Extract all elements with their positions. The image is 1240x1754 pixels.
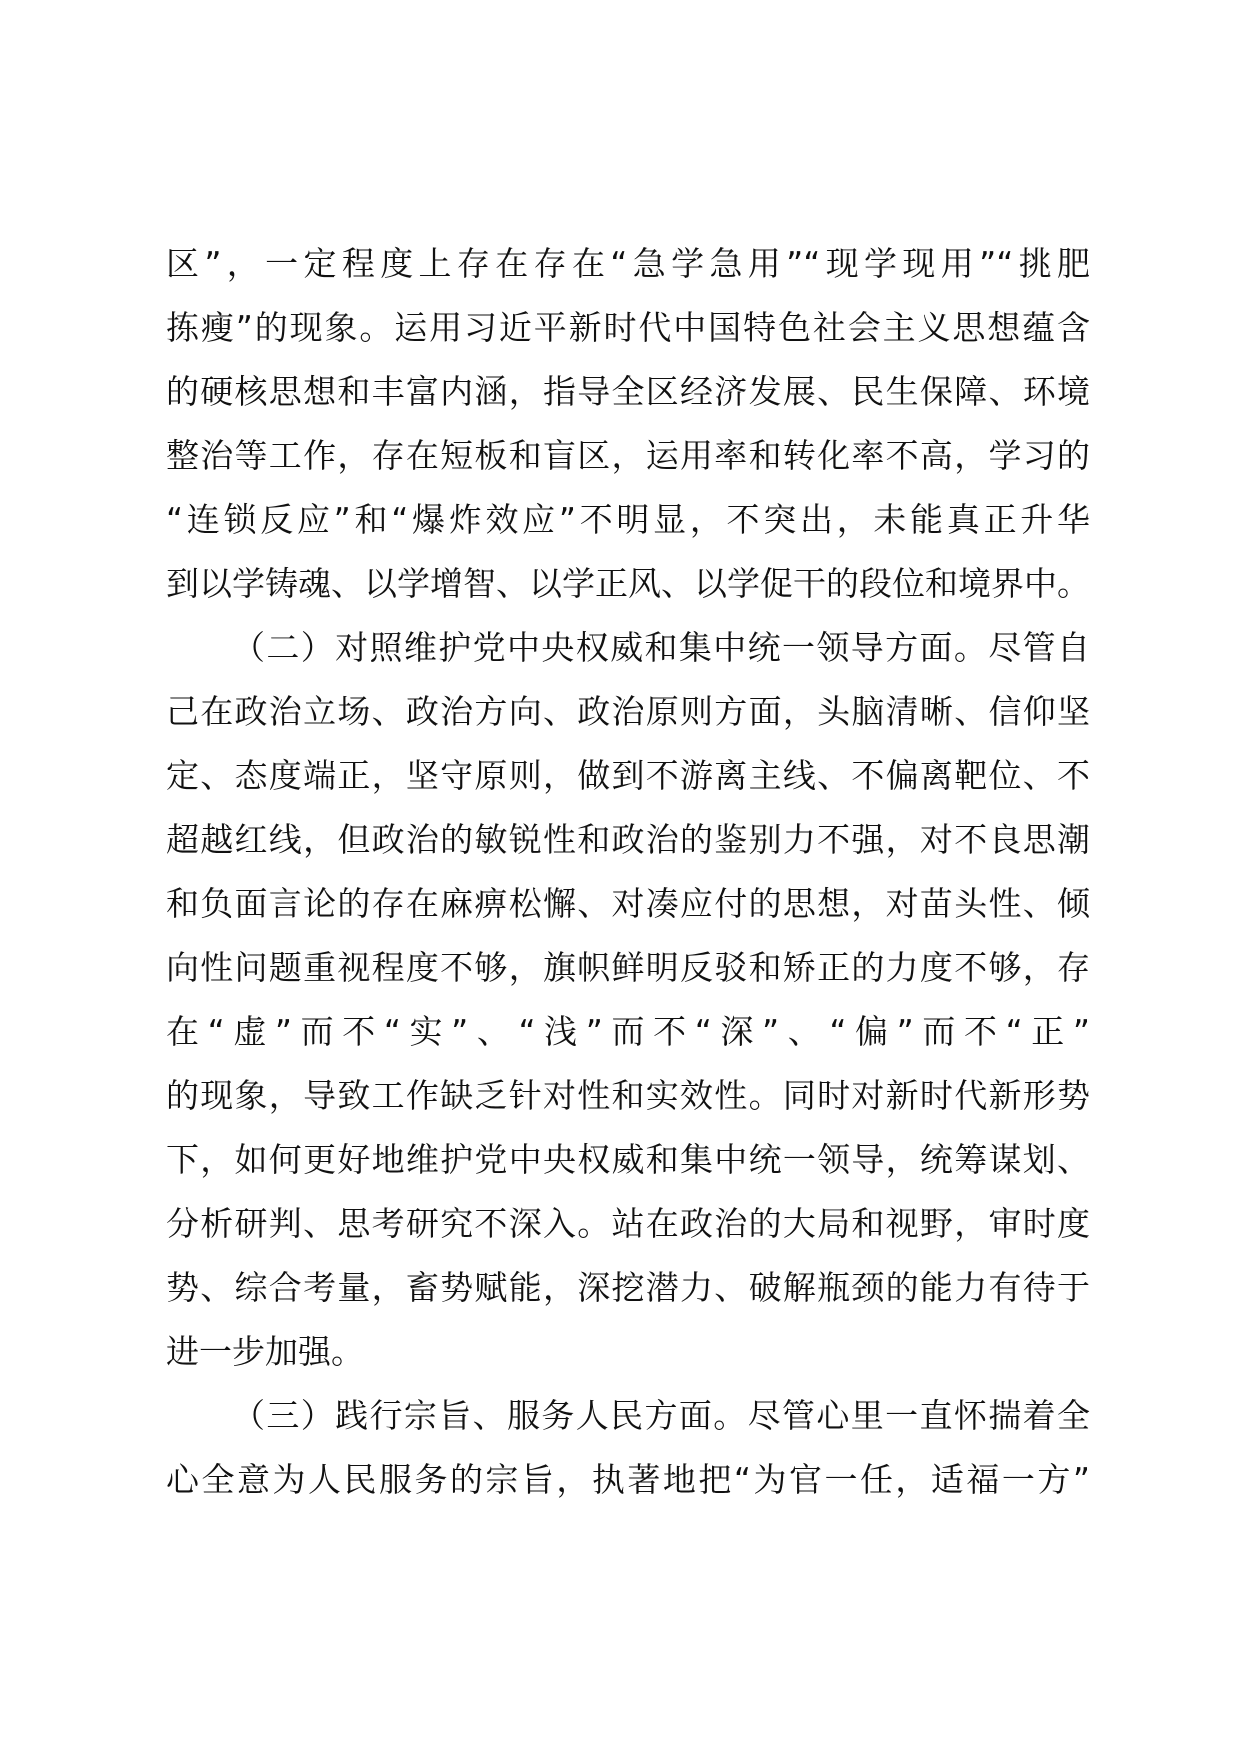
text-line: 心全意为人民服务的宗旨，执著地把“为官一任，适福一方” [166,1460,1090,1499]
text-line: （三）践行宗旨、服务人民方面。尽管心里一直怀揣着全 [232,1396,1090,1435]
document-page [166,232,1090,1512]
text-line: 在“虚”而不“实”、“浅”而不“深”、“偏”而不“正” [166,1012,1090,1051]
text-line: 定、态度端正，坚守原则，做到不游离主线、不偏离靶位、不 [166,756,1090,795]
text-line: 分析研判、思考研究不深入。站在政治的大局和视野，审时度 [166,1204,1090,1243]
text-line: 势、综合考量，畜势赋能，深挖潜力、破解瓶颈的能力有待于 [166,1268,1090,1307]
text-line: 下，如何更好地维护党中央权威和集中统一领导，统筹谋划、 [166,1140,1090,1179]
text-line: 的硬核思想和丰富内涵，指导全区经济发展、民生保障、环境 [166,372,1090,411]
text-line: 向性问题重视程度不够，旗帜鲜明反驳和矫正的力度不够，存 [166,948,1090,987]
text-line: 超越红线，但政治的敏锐性和政治的鉴别力不强，对不良思潮 [166,820,1090,859]
text-line: 进一步加强。 [166,1332,364,1371]
paragraph-section-three [166,1384,1090,1512]
text-line: （二）对照维护党中央权威和集中统一领导方面。尽管自 [232,628,1090,667]
text-line: 和负面言论的存在麻痹松懈、对凑应付的思想，对苗头性、倾 [166,884,1090,923]
text-line: 的现象，导致工作缺乏针对性和实效性。同时对新时代新形势 [166,1076,1090,1115]
text-line: 到以学铸魂、以学增智、以学正风、以学促干的段位和境界中。 [166,564,1090,603]
text-line: 整治等工作，存在短板和盲区，运用率和转化率不高，学习的 [166,436,1090,475]
text-line: 己在政治立场、政治方向、政治原则方面，头脑清晰、信仰坚 [166,692,1090,731]
paragraph-continued [166,232,1090,616]
text-line: 区”，一定程度上存在存在“急学急用”“现学现用”“挑肥 [166,244,1090,283]
paragraph-section-two [166,616,1090,1384]
text-line: “连锁反应”和“爆炸效应”不明显，不突出，未能真正升华 [166,500,1090,539]
text-line: 拣瘦”的现象。运用习近平新时代中国特色社会主义思想蕴含 [166,308,1090,347]
